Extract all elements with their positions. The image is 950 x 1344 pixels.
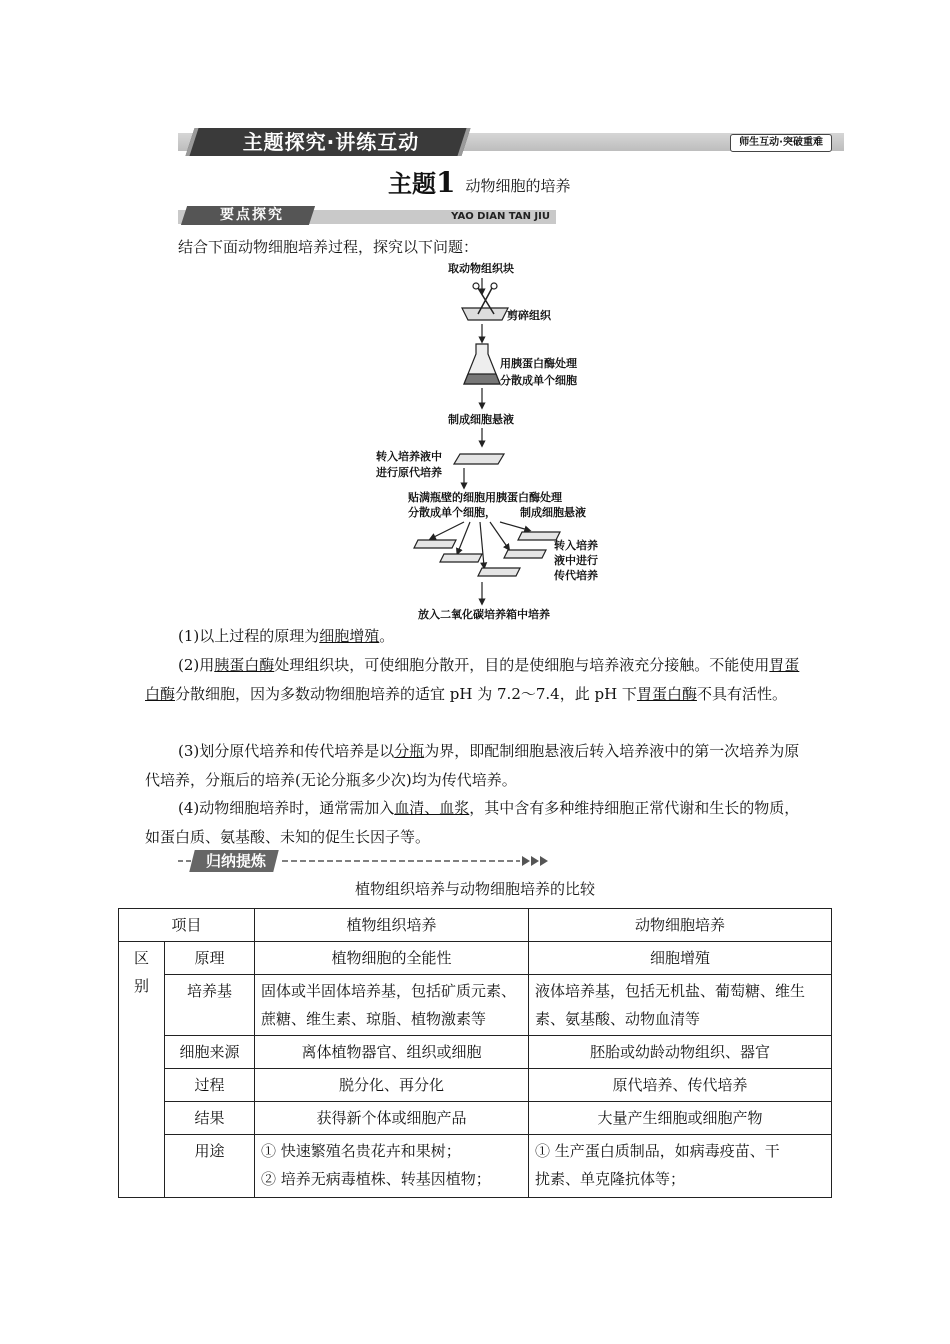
row-plant: 脱分化、再分化 bbox=[255, 1069, 529, 1102]
paragraph-1 bbox=[145, 622, 813, 651]
summary-title: 归纳提炼 bbox=[205, 852, 266, 870]
row-animal: 细胞增殖 bbox=[529, 942, 832, 975]
row-plant: 获得新个体或细胞产品 bbox=[255, 1102, 529, 1135]
intro-text: 结合下面动物细胞培养过程，探究以下问题： bbox=[178, 238, 479, 256]
step-transfer-2: 转入培养 bbox=[554, 539, 598, 552]
p2-text-b: 处理组织块，可使细胞分散开，目的是使细胞与培养液充分接触。不能使用 bbox=[274, 656, 770, 674]
paragraph-4 bbox=[145, 794, 813, 852]
step-trypsin-1: 用胰蛋白酶处理 bbox=[500, 357, 577, 370]
row-item: 培养基 bbox=[165, 975, 255, 1036]
row-plant: 固体或半固体培养基，包括矿质元素、蔗糖、维生素、琼脂、植物激素等 bbox=[255, 975, 529, 1036]
section-pinyin: YAO DIAN TAN JIU bbox=[451, 211, 550, 222]
step-transfer-1: 转入培养液中 bbox=[376, 450, 442, 463]
p1-answer: 细胞增殖 bbox=[319, 627, 380, 645]
step-passage: 传代培养 bbox=[554, 569, 598, 582]
row-item: 原理 bbox=[165, 942, 255, 975]
p2-text-c: 分散细胞，因为多数动物细胞培养的适宜 pH 为 7.2～7.4，此 pH 下 bbox=[175, 685, 637, 703]
section-banner bbox=[178, 128, 844, 154]
row-plant: 植物细胞的全能性 bbox=[255, 942, 529, 975]
step-disperse-2: 分散成单个细胞， bbox=[408, 506, 496, 519]
p4-text-b: ，其中含有多种维持细胞正常代谢和生长的物质，如蛋白质、氨基酸、未知的促生长因子等。 bbox=[145, 799, 800, 846]
topic-heading bbox=[388, 164, 571, 199]
paragraph-2 bbox=[145, 651, 813, 709]
row-animal: 原代培养、传代培养 bbox=[529, 1069, 832, 1102]
table-caption: 植物组织培养与动物细胞培养的比较 bbox=[354, 880, 595, 898]
use-animal-2: 扰素、单克隆抗体等； bbox=[535, 1170, 686, 1188]
table-row bbox=[119, 942, 832, 975]
p1-text: (1)以上过程的原理为 bbox=[178, 627, 320, 645]
row-item: 过程 bbox=[165, 1069, 255, 1102]
step-take-tissue: 取动物组织块 bbox=[448, 262, 514, 275]
banner-title: 主题探究·讲练互动 bbox=[242, 130, 420, 154]
table-row bbox=[119, 1135, 832, 1198]
row-animal bbox=[529, 1135, 832, 1198]
topic-number: 1 bbox=[436, 166, 456, 199]
row-item: 细胞来源 bbox=[165, 1036, 255, 1069]
row-item: 结果 bbox=[165, 1102, 255, 1135]
topic-subtitle: 动物细胞的培养 bbox=[465, 177, 571, 195]
p4-text-a: (4)动物细胞培养时，通常需加入 bbox=[178, 799, 395, 817]
p2-answer-2: 胃蛋白酶 bbox=[145, 656, 800, 703]
header-animal: 动物细胞培养 bbox=[529, 909, 832, 942]
step-trypsin-2: 贴满瓶壁的细胞用胰蛋白酶处理 bbox=[408, 491, 562, 504]
p2-text-d: 不具有活性。 bbox=[696, 685, 787, 703]
summary-heading bbox=[178, 850, 558, 872]
step-transfer-2b: 液中进行 bbox=[554, 554, 598, 567]
paragraph-3 bbox=[145, 737, 813, 795]
table-row bbox=[119, 1102, 832, 1135]
group-label-2: 别 bbox=[133, 977, 149, 995]
comparison-table bbox=[118, 908, 832, 1198]
header-item: 项目 bbox=[119, 909, 255, 942]
table-row bbox=[119, 1036, 832, 1069]
p2-answer-1: 胰蛋白酶 bbox=[214, 656, 275, 674]
use-plant-1: ① 快速繁殖名贵花卉和果树； bbox=[261, 1142, 461, 1160]
row-plant: 离体植物器官、组织或细胞 bbox=[255, 1036, 529, 1069]
step-primary: 进行原代培养 bbox=[376, 466, 442, 479]
p3-text-b: 为界，即配制细胞悬液后转入培养液中的第一次培养为原代培养，分瓶后的培养(无论分瓶多少次)均为传代培养。 bbox=[145, 742, 800, 789]
culture-process-diagram bbox=[360, 256, 640, 628]
section-heading bbox=[178, 206, 556, 224]
table-row bbox=[119, 1069, 832, 1102]
group-label bbox=[119, 942, 165, 1198]
row-animal: 胚胎或幼龄动物组织、器官 bbox=[529, 1036, 832, 1069]
group-label-1: 区 bbox=[133, 949, 149, 967]
step-suspension-2: 制成细胞悬液 bbox=[520, 506, 586, 519]
table-header-row bbox=[119, 909, 832, 942]
use-plant-2: ② 培养无病毒植株、转基因植物； bbox=[261, 1170, 491, 1188]
step-mince: 剪碎组织 bbox=[507, 309, 551, 322]
p3-answer: 分瓶 bbox=[394, 742, 425, 760]
p2-text-a: (2)用 bbox=[178, 656, 215, 674]
use-animal-1: ① 生产蛋白质制品，如病毒疫苗、干 bbox=[535, 1142, 780, 1160]
header-plant: 植物组织培养 bbox=[255, 909, 529, 942]
p3-text-a: (3)划分原代培养和传代培养是以 bbox=[178, 742, 395, 760]
topic-label: 主题 bbox=[388, 170, 436, 198]
step-co2: 放入二氧化碳培养箱中培养 bbox=[418, 608, 550, 621]
banner-badge: 师生互动·突破重难 bbox=[730, 134, 832, 152]
row-item: 用途 bbox=[165, 1135, 255, 1198]
row-plant bbox=[255, 1135, 529, 1198]
p1-end: 。 bbox=[379, 627, 395, 645]
row-animal: 大量产生细胞或细胞产物 bbox=[529, 1102, 832, 1135]
row-animal: 液体培养基，包括无机盐、葡萄糖、维生素、氨基酸、动物血清等 bbox=[529, 975, 832, 1036]
step-suspension: 制成细胞悬液 bbox=[448, 413, 514, 426]
dish-icon bbox=[462, 308, 508, 320]
p2-answer-3: 胃蛋白酶 bbox=[636, 685, 697, 703]
table-row bbox=[119, 975, 832, 1036]
step-disperse-1: 分散成单个细胞 bbox=[500, 374, 577, 387]
culture-bottle-icon bbox=[454, 454, 504, 464]
section-title: 要点探究 bbox=[220, 207, 284, 223]
p4-answer: 血清、血浆 bbox=[394, 799, 470, 817]
